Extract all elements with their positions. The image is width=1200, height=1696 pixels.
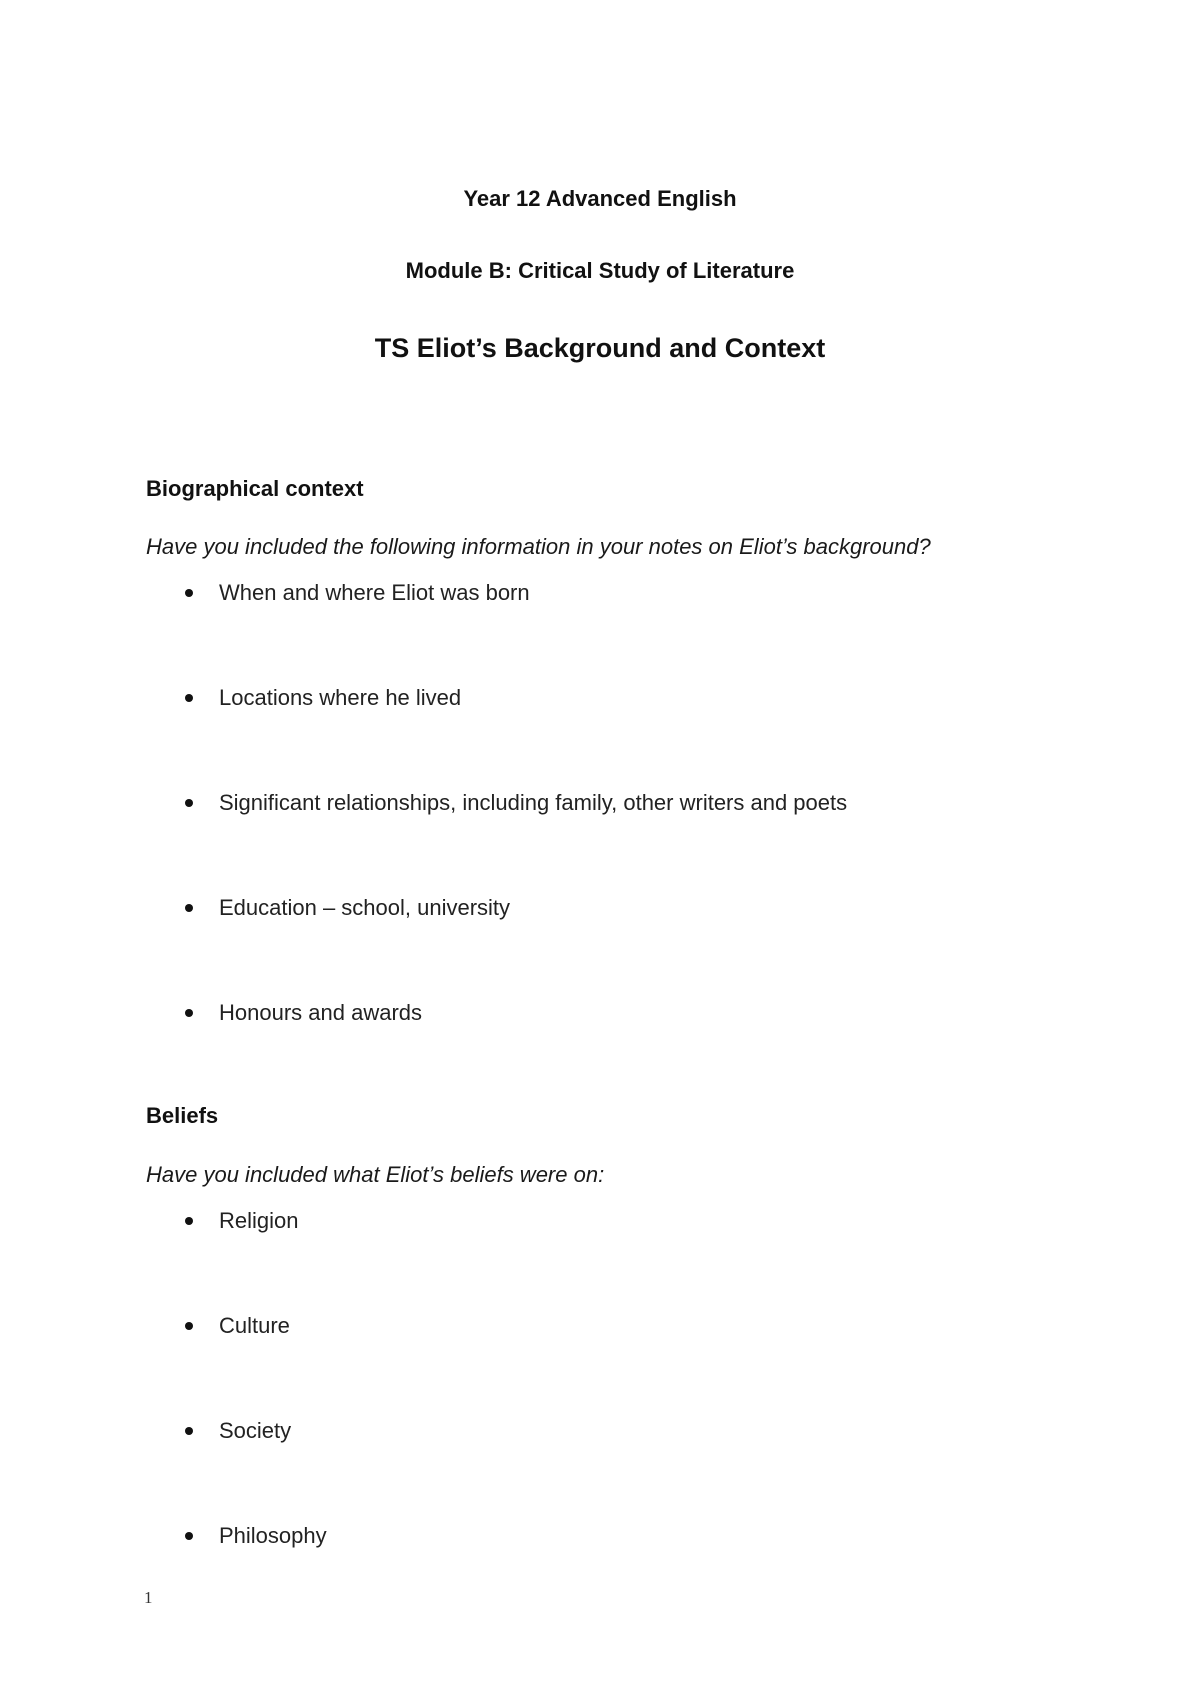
section-heading-beliefs: Beliefs <box>146 1103 219 1128</box>
list-item-text: Society <box>219 1418 292 1443</box>
bullet-icon <box>185 1322 193 1330</box>
bullet-icon <box>185 799 193 807</box>
document-title: TS Eliot’s Background and Context <box>374 333 826 363</box>
bullet-icon <box>185 904 193 912</box>
list-item-text: Culture <box>219 1313 290 1338</box>
bullet-icon <box>185 1427 193 1435</box>
section-prompt-biographical-context: Have you included the following information in your notes on Eliot’s background? <box>146 534 931 559</box>
list-item-text: Honours and awards <box>219 1000 423 1025</box>
bullet-icon <box>185 1217 193 1225</box>
list-item-text: Locations where he lived <box>219 685 462 710</box>
bullet-icon <box>185 1532 193 1540</box>
bullet-icon <box>185 589 193 597</box>
section-heading-biographical-context: Biographical context <box>146 476 364 501</box>
course-title: Year 12 Advanced English <box>463 186 737 211</box>
bullet-icon <box>185 694 193 702</box>
page-number: 1 <box>144 1588 153 1607</box>
list-item-text: Education – school, university <box>219 895 511 920</box>
bullet-icon <box>185 1009 193 1017</box>
list-item-text: Religion <box>219 1208 299 1233</box>
list-item-text: When and where Eliot was born <box>219 580 530 605</box>
list-item-text: Significant relationships, including family, other writers and poets <box>219 790 848 815</box>
list-item-text: Philosophy <box>219 1523 327 1548</box>
module-title: Module B: Critical Study of Literature <box>405 258 795 283</box>
section-prompt-beliefs: Have you included what Eliot’s beliefs were on: <box>146 1162 605 1187</box>
